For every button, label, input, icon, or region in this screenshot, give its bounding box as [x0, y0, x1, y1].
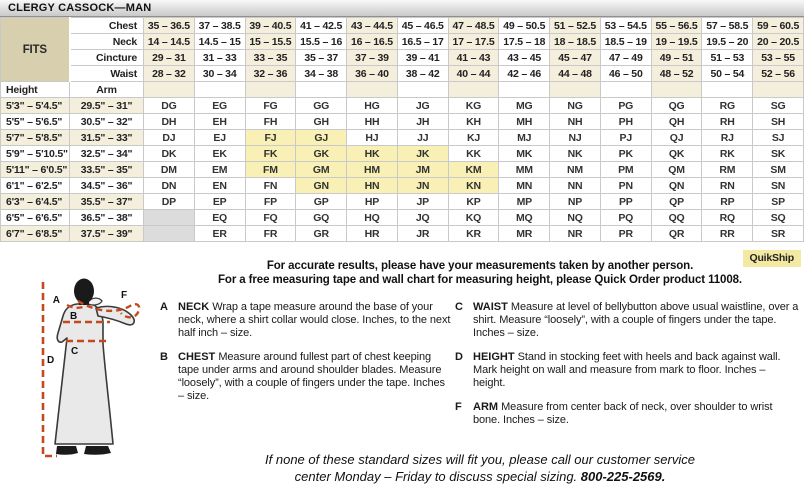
- size-cell: FM: [245, 162, 296, 178]
- instructions-left-column: [160, 301, 452, 414]
- header-spacer-cell: [448, 82, 499, 98]
- size-cell: RJ: [702, 130, 753, 146]
- size-cell: JR: [397, 226, 448, 242]
- size-cell: NH: [550, 114, 601, 130]
- fits-value-cell: 47 – 49: [600, 50, 651, 66]
- size-cell: SK: [753, 146, 804, 162]
- size-cell: NQ: [550, 210, 601, 226]
- size-row: [1, 146, 804, 162]
- size-cell: EG: [194, 98, 245, 114]
- size-cell: MH: [499, 114, 550, 130]
- size-cell: HN: [347, 178, 398, 194]
- fits-value-cell: 46 – 50: [600, 66, 651, 82]
- size-cell: MR: [499, 226, 550, 242]
- height-range-cell: 5'3" – 5'4.5": [1, 98, 70, 114]
- size-cell: SR: [753, 226, 804, 242]
- special-sizing-note: [150, 451, 804, 485]
- fits-value-cell: 31 – 33: [194, 50, 245, 66]
- height-range-cell: 6'1" – 6'2.5": [1, 178, 70, 194]
- size-row: [1, 130, 804, 146]
- fits-value-cell: 44 – 48: [550, 66, 601, 82]
- size-cell: DJ: [144, 130, 195, 146]
- size-cell: SN: [753, 178, 804, 194]
- instruction-text: HEIGHT Stand in stocking feet with heels and back against wall. Mark height on wall and measure from mark to floor. Inches – height.: [473, 351, 781, 389]
- size-cell: HR: [347, 226, 398, 242]
- size-cell: KH: [448, 114, 499, 130]
- size-row: [1, 162, 804, 178]
- size-cell: DH: [144, 114, 195, 130]
- header-spacer-cell: [702, 82, 753, 98]
- size-cell: PH: [600, 114, 651, 130]
- footer-line-1: If none of these standard sizes will fit you, please call our customer service: [265, 452, 695, 467]
- left-shoe: [56, 446, 78, 455]
- size-cell: QM: [651, 162, 702, 178]
- size-cell: PJ: [600, 130, 651, 146]
- size-cell: JJ: [397, 130, 448, 146]
- size-cell: NJ: [550, 130, 601, 146]
- fits-measure-label: Neck: [70, 34, 144, 50]
- measurement-notes: [150, 259, 804, 287]
- size-cell: EN: [194, 178, 245, 194]
- size-cell: KK: [448, 146, 499, 162]
- fits-value-cell: 17 – 17.5: [448, 34, 499, 50]
- size-cell: KP: [448, 194, 499, 210]
- note-line-2: For a free measuring tape and wall chart for measuring height, please Quick Order product 11008.: [217, 274, 743, 286]
- figure-label-b: B: [70, 311, 78, 322]
- size-cell: PK: [600, 146, 651, 162]
- fits-value-cell: 40 – 44: [448, 66, 499, 82]
- size-cell: MK: [499, 146, 550, 162]
- header-spacer-cell: [144, 82, 195, 98]
- size-cell: HQ: [347, 210, 398, 226]
- arm-range-cell: 34.5" – 36": [70, 178, 144, 194]
- fits-value-cell: 30 – 34: [194, 66, 245, 82]
- size-cell: EJ: [194, 130, 245, 146]
- size-cell: FP: [245, 194, 296, 210]
- instruction-key: B: [160, 351, 168, 363]
- fits-value-cell: 59 – 60.5: [753, 18, 804, 34]
- fits-value-cell: 35 – 37: [296, 50, 347, 66]
- cassock-body: [55, 304, 113, 444]
- size-cell: [144, 210, 195, 226]
- phone-number: 800-225-2569.: [580, 469, 666, 484]
- instruction-text: ARM Measure from center back of neck, over shoulder to wrist bone. Inches – size.: [473, 401, 773, 426]
- fits-value-cell: 47 – 48.5: [448, 18, 499, 34]
- header-spacer-cell: [753, 82, 804, 98]
- arm-range-cell: 35.5" – 37": [70, 194, 144, 210]
- arm-range-cell: 33.5" – 35": [70, 162, 144, 178]
- size-cell: GN: [296, 178, 347, 194]
- height-range-cell: 5'7" – 5'8.5": [1, 130, 70, 146]
- fits-value-cell: 48 – 52: [651, 66, 702, 82]
- body-header-row: [1, 82, 804, 98]
- size-cell: FN: [245, 178, 296, 194]
- size-cell: HK: [347, 146, 398, 162]
- arm-range-cell: 32.5" – 34": [70, 146, 144, 162]
- fits-value-cell: 36 – 40: [347, 66, 398, 82]
- height-range-cell: 6'3" – 6'4.5": [1, 194, 70, 210]
- size-cell: HG: [347, 98, 398, 114]
- size-cell: NR: [550, 226, 601, 242]
- header-spacer-cell: [499, 82, 550, 98]
- fits-row: [1, 18, 804, 34]
- fits-value-cell: 28 – 32: [144, 66, 195, 82]
- size-cell: PM: [600, 162, 651, 178]
- figure-label-f: F: [121, 290, 128, 301]
- instruction-item-neck: [160, 301, 452, 340]
- fits-measure-label: Waist: [70, 66, 144, 82]
- fits-value-cell: 43 – 45: [499, 50, 550, 66]
- instruction-key: C: [455, 301, 463, 313]
- arm-range-cell: 37.5" – 39": [70, 226, 144, 242]
- fits-value-cell: 41 – 42.5: [296, 18, 347, 34]
- instruction-text: CHEST Measure around fullest part of chest keeping tape under arms and around shoulder blades. Measure “loosely”, with a couple of fingers under the tape. Inches – size.: [178, 351, 445, 402]
- size-row: [1, 226, 804, 242]
- size-cell: KR: [448, 226, 499, 242]
- size-cell: EP: [194, 194, 245, 210]
- size-cell: MN: [499, 178, 550, 194]
- height-header: Height: [1, 82, 70, 98]
- size-cell: DG: [144, 98, 195, 114]
- size-cell: HP: [347, 194, 398, 210]
- instruction-item-arm: [455, 401, 800, 427]
- size-cell: RH: [702, 114, 753, 130]
- fits-value-cell: 51 – 53: [702, 50, 753, 66]
- size-cell: DM: [144, 162, 195, 178]
- size-cell: JG: [397, 98, 448, 114]
- size-cell: JQ: [397, 210, 448, 226]
- fits-row: [1, 50, 804, 66]
- instruction-key: D: [455, 351, 463, 363]
- fits-value-cell: 15.5 – 16: [296, 34, 347, 50]
- height-range-cell: 5'5" – 5'6.5": [1, 114, 70, 130]
- fits-value-cell: 35 – 36.5: [144, 18, 195, 34]
- size-cell: GH: [296, 114, 347, 130]
- header-spacer-cell: [194, 82, 245, 98]
- fits-value-cell: 34 – 38: [296, 66, 347, 82]
- fits-row: [1, 34, 804, 50]
- size-cell: QK: [651, 146, 702, 162]
- size-cell: RN: [702, 178, 753, 194]
- size-cell: QR: [651, 226, 702, 242]
- page-title: CLERGY CASSOCK—MAN: [0, 0, 804, 17]
- size-cell: JH: [397, 114, 448, 130]
- size-cell: NM: [550, 162, 601, 178]
- size-cell: MQ: [499, 210, 550, 226]
- size-cell: MJ: [499, 130, 550, 146]
- size-cell: QJ: [651, 130, 702, 146]
- size-cell: JP: [397, 194, 448, 210]
- arm-range-cell: 29.5" – 31": [70, 98, 144, 114]
- size-cell: KJ: [448, 130, 499, 146]
- size-cell: RQ: [702, 210, 753, 226]
- size-cell: PQ: [600, 210, 651, 226]
- size-cell: QH: [651, 114, 702, 130]
- size-cell: GJ: [296, 130, 347, 146]
- fits-value-cell: 18.5 – 19: [600, 34, 651, 50]
- arm-range-cell: 30.5" – 32": [70, 114, 144, 130]
- size-row: [1, 98, 804, 114]
- header-spacer-cell: [245, 82, 296, 98]
- size-cell: HM: [347, 162, 398, 178]
- height-range-cell: 6'7" – 6'8.5": [1, 226, 70, 242]
- fits-value-cell: 42 – 46: [499, 66, 550, 82]
- size-cell: RR: [702, 226, 753, 242]
- fits-value-cell: 14 – 14.5: [144, 34, 195, 50]
- instruction-item-waist: [455, 301, 800, 340]
- fits-value-cell: 29 – 31: [144, 50, 195, 66]
- fits-value-cell: 19.5 – 20: [702, 34, 753, 50]
- size-cell: SG: [753, 98, 804, 114]
- size-cell: JM: [397, 162, 448, 178]
- right-shoe: [84, 446, 111, 455]
- header-spacer-cell: [600, 82, 651, 98]
- fits-value-cell: 32 – 36: [245, 66, 296, 82]
- cassock-figure-illustration: [18, 278, 160, 491]
- arm-range-cell: 31.5" – 33": [70, 130, 144, 146]
- fits-label: FITS: [1, 18, 70, 82]
- height-range-cell: 5'9" – 5'10.5": [1, 146, 70, 162]
- size-cell: GG: [296, 98, 347, 114]
- size-cell: PP: [600, 194, 651, 210]
- size-cell: HJ: [347, 130, 398, 146]
- size-cell: JN: [397, 178, 448, 194]
- size-cell: DN: [144, 178, 195, 194]
- size-row: [1, 210, 804, 226]
- size-cell: PR: [600, 226, 651, 242]
- quikship-badge: QuikShip: [743, 250, 802, 267]
- figure-label-d: D: [47, 355, 55, 366]
- instruction-item-chest: [160, 351, 452, 403]
- size-cell: DK: [144, 146, 195, 162]
- size-chart: [0, 17, 804, 242]
- footer-line-2: center Monday – Friday to discuss special sizing. 800-225-2569.: [294, 469, 666, 484]
- fits-value-cell: 38 – 42: [397, 66, 448, 82]
- size-cell: FK: [245, 146, 296, 162]
- size-cell: FR: [245, 226, 296, 242]
- instruction-key: A: [160, 301, 168, 313]
- size-cell: SP: [753, 194, 804, 210]
- fits-value-cell: 52 – 56: [753, 66, 804, 82]
- figure-label-a: A: [52, 295, 60, 306]
- fits-value-cell: 45 – 46.5: [397, 18, 448, 34]
- fits-value-cell: 37 – 38.5: [194, 18, 245, 34]
- size-cell: MP: [499, 194, 550, 210]
- size-cell: QN: [651, 178, 702, 194]
- size-table: [0, 17, 804, 242]
- fits-value-cell: 17.5 – 18: [499, 34, 550, 50]
- size-cell: RM: [702, 162, 753, 178]
- size-cell: RP: [702, 194, 753, 210]
- height-range-cell: 5'11" – 6'0.5": [1, 162, 70, 178]
- size-cell: GM: [296, 162, 347, 178]
- fits-value-cell: 49 – 51: [651, 50, 702, 66]
- arm-header: Arm: [70, 82, 144, 98]
- size-cell: KQ: [448, 210, 499, 226]
- size-cell: ER: [194, 226, 245, 242]
- instruction-text: WAIST Measure at level of bellybutton above usual waistline, over a shirt. Measure “loosely”, with a couple of fingers under the tape. Inches – size.: [473, 301, 799, 339]
- header-spacer-cell: [550, 82, 601, 98]
- cassock-figure-svg: [18, 278, 160, 491]
- size-cell: NP: [550, 194, 601, 210]
- note-line-1: For accurate results, please have your measurements taken by another person.: [266, 260, 694, 272]
- fits-value-cell: 53 – 55: [753, 50, 804, 66]
- instruction-item-height: [455, 351, 800, 390]
- fits-measure-label: Chest: [70, 18, 144, 34]
- fits-value-cell: 43 – 44.5: [347, 18, 398, 34]
- size-cell: QP: [651, 194, 702, 210]
- fits-value-cell: 18 – 18.5: [550, 34, 601, 50]
- fits-value-cell: 16 – 16.5: [347, 34, 398, 50]
- fits-measure-label: Cincture: [70, 50, 144, 66]
- size-cell: PN: [600, 178, 651, 194]
- size-cell: FH: [245, 114, 296, 130]
- fits-value-cell: 39 – 40.5: [245, 18, 296, 34]
- size-cell: NK: [550, 146, 601, 162]
- fits-value-cell: 51 – 52.5: [550, 18, 601, 34]
- header-spacer-cell: [651, 82, 702, 98]
- size-cell: SH: [753, 114, 804, 130]
- fits-value-cell: 55 – 56.5: [651, 18, 702, 34]
- size-cell: MM: [499, 162, 550, 178]
- size-cell: KG: [448, 98, 499, 114]
- size-cell: SJ: [753, 130, 804, 146]
- fits-value-cell: 15 – 15.5: [245, 34, 296, 50]
- size-cell: EM: [194, 162, 245, 178]
- size-cell: GQ: [296, 210, 347, 226]
- size-cell: RK: [702, 146, 753, 162]
- instructions-right-column: [455, 301, 800, 438]
- header-spacer-cell: [397, 82, 448, 98]
- size-cell: PG: [600, 98, 651, 114]
- fits-value-cell: 50 – 54: [702, 66, 753, 82]
- size-cell: QQ: [651, 210, 702, 226]
- figure-label-c: C: [71, 346, 79, 357]
- size-cell: NG: [550, 98, 601, 114]
- fits-value-cell: 37 – 39: [347, 50, 398, 66]
- size-cell: RG: [702, 98, 753, 114]
- size-cell: KM: [448, 162, 499, 178]
- fits-value-cell: 49 – 50.5: [499, 18, 550, 34]
- size-cell: DP: [144, 194, 195, 210]
- size-cell: SM: [753, 162, 804, 178]
- fits-value-cell: 14.5 – 15: [194, 34, 245, 50]
- size-cell: NN: [550, 178, 601, 194]
- fits-value-cell: 39 – 41: [397, 50, 448, 66]
- fits-value-cell: 53 – 54.5: [600, 18, 651, 34]
- size-cell: GK: [296, 146, 347, 162]
- size-cell: EQ: [194, 210, 245, 226]
- instruction-text: NECK Wrap a tape measure around the base of your neck, where a shirt collar would close. Inches, to the next half inch – size.: [178, 301, 451, 339]
- size-cell: JK: [397, 146, 448, 162]
- height-measure-line: [43, 282, 57, 456]
- size-cell: FG: [245, 98, 296, 114]
- fits-value-cell: 20 – 20.5: [753, 34, 804, 50]
- size-cell: GR: [296, 226, 347, 242]
- instruction-key: F: [455, 401, 462, 413]
- size-row: [1, 194, 804, 210]
- size-cell: HH: [347, 114, 398, 130]
- header-spacer-cell: [347, 82, 398, 98]
- fits-value-cell: 19 – 19.5: [651, 34, 702, 50]
- size-cell: SQ: [753, 210, 804, 226]
- fits-value-cell: 57 – 58.5: [702, 18, 753, 34]
- size-row: [1, 114, 804, 130]
- height-range-cell: 6'5" – 6'6.5": [1, 210, 70, 226]
- size-cell: MG: [499, 98, 550, 114]
- size-cell: [144, 226, 195, 242]
- size-cell: QG: [651, 98, 702, 114]
- size-row: [1, 178, 804, 194]
- fits-value-cell: 33 – 35: [245, 50, 296, 66]
- arm-range-cell: 36.5" – 38": [70, 210, 144, 226]
- header-spacer-cell: [296, 82, 347, 98]
- size-cell: FJ: [245, 130, 296, 146]
- fits-value-cell: 41 – 43: [448, 50, 499, 66]
- fits-value-cell: 45 – 47: [550, 50, 601, 66]
- size-cell: EH: [194, 114, 245, 130]
- fits-row: [1, 66, 804, 82]
- size-cell: KN: [448, 178, 499, 194]
- size-cell: GP: [296, 194, 347, 210]
- fits-value-cell: 16.5 – 17: [397, 34, 448, 50]
- size-cell: EK: [194, 146, 245, 162]
- size-cell: FQ: [245, 210, 296, 226]
